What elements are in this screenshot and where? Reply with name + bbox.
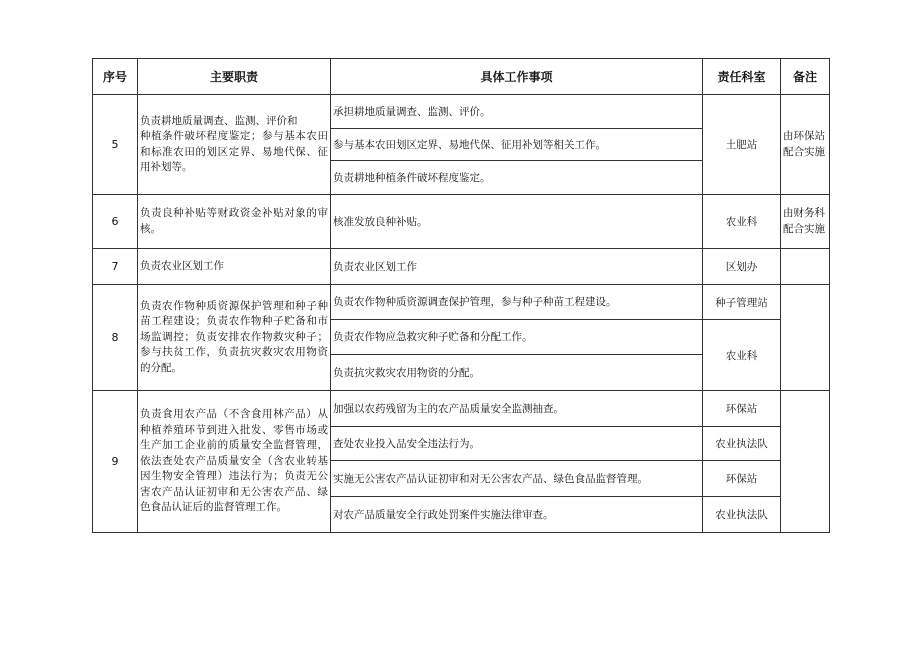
main-duty: 负责良种补贴等财政资金补贴对象的审核。 bbox=[138, 195, 331, 249]
work-item: 实施无公害农产品认证初审和对无公害农产品、绿色食品监督管理。 bbox=[331, 461, 703, 497]
header-duty: 主要职责 bbox=[138, 59, 331, 95]
table-row bbox=[93, 249, 830, 285]
responsibility-table bbox=[92, 58, 830, 533]
main-duty: 负责农作物种质资源保护管理和种子种苗工程建设；负责农作物种子贮备和市场监调控；负责安排农作物救灾种子；参与扶贫工作，负责抗灾救灾农用物资的分配。 bbox=[138, 285, 331, 391]
work-item: 参与基本农田划区定界、易地代保、征用补划等相关工作。 bbox=[331, 129, 703, 161]
header-office: 责任科室 bbox=[703, 59, 781, 95]
work-item: 查处农业投入品安全违法行为。 bbox=[331, 427, 703, 461]
work-item: 负责农业区划工作 bbox=[331, 249, 703, 285]
responsible-office: 农业科 bbox=[703, 320, 781, 391]
row-number: 7 bbox=[93, 249, 138, 285]
table-row bbox=[93, 95, 830, 129]
work-item: 对农产品质量安全行政处罚案件实施法律审查。 bbox=[331, 497, 703, 533]
main-duty: 负责耕地质量调查、监测、评价和 种植条件破坏程度鉴定；参与基本农田和标准农田的划区定界、易地代保、征用补划等。 bbox=[138, 95, 331, 195]
main-duty: 负责农业区划工作 bbox=[138, 249, 331, 285]
table-row bbox=[93, 391, 830, 427]
remark: 由环保站配合实施 bbox=[781, 95, 830, 195]
work-item: 加强以农药残留为主的农产品质量安全监测抽查。 bbox=[331, 391, 703, 427]
work-item: 核准发放良种补贴。 bbox=[331, 195, 703, 249]
header-row bbox=[93, 59, 830, 95]
remark bbox=[781, 285, 830, 391]
header-note: 备注 bbox=[781, 59, 830, 95]
row-number: 9 bbox=[93, 391, 138, 533]
work-item: 负责农作物应急救灾种子贮备和分配工作。 bbox=[331, 320, 703, 355]
remark bbox=[781, 249, 830, 285]
responsible-office: 种子管理站 bbox=[703, 285, 781, 320]
responsible-office: 环保站 bbox=[703, 461, 781, 497]
row-number: 6 bbox=[93, 195, 138, 249]
responsible-office: 土肥站 bbox=[703, 95, 781, 195]
row-number: 8 bbox=[93, 285, 138, 391]
main-duty: 负责食用农产品（不含食用林产品）从种植养殖环节到进入批发、零售市场或生产加工企业前的质量安全监督管理，依法查处农产品质量安全（含农业转基因生物安全管理）违法行为；负责无公害农产品认证初审和无公害农产品、绿色食品认证后的监督管理工作。 bbox=[138, 391, 331, 533]
responsible-office: 农业科 bbox=[703, 195, 781, 249]
table-row bbox=[93, 285, 830, 320]
work-item: 负责农作物种质资源调查保护管理，参与种子种苗工程建设。 bbox=[331, 285, 703, 320]
responsible-office: 环保站 bbox=[703, 391, 781, 427]
work-item: 负责耕地种植条件破坏程度鉴定。 bbox=[331, 161, 703, 195]
header-no: 序号 bbox=[93, 59, 138, 95]
table-row bbox=[93, 195, 830, 249]
row-number: 5 bbox=[93, 95, 138, 195]
work-item: 负责抗灾救灾农用物资的分配。 bbox=[331, 355, 703, 391]
responsible-office: 农业执法队 bbox=[703, 497, 781, 533]
header-task: 具体工作事项 bbox=[331, 59, 703, 95]
remark: 由财务科配合实施 bbox=[781, 195, 830, 249]
responsible-office: 区划办 bbox=[703, 249, 781, 285]
responsible-office: 农业执法队 bbox=[703, 427, 781, 461]
work-item: 承担耕地质量调查、监测、评价。 bbox=[331, 95, 703, 129]
remark bbox=[781, 391, 830, 533]
